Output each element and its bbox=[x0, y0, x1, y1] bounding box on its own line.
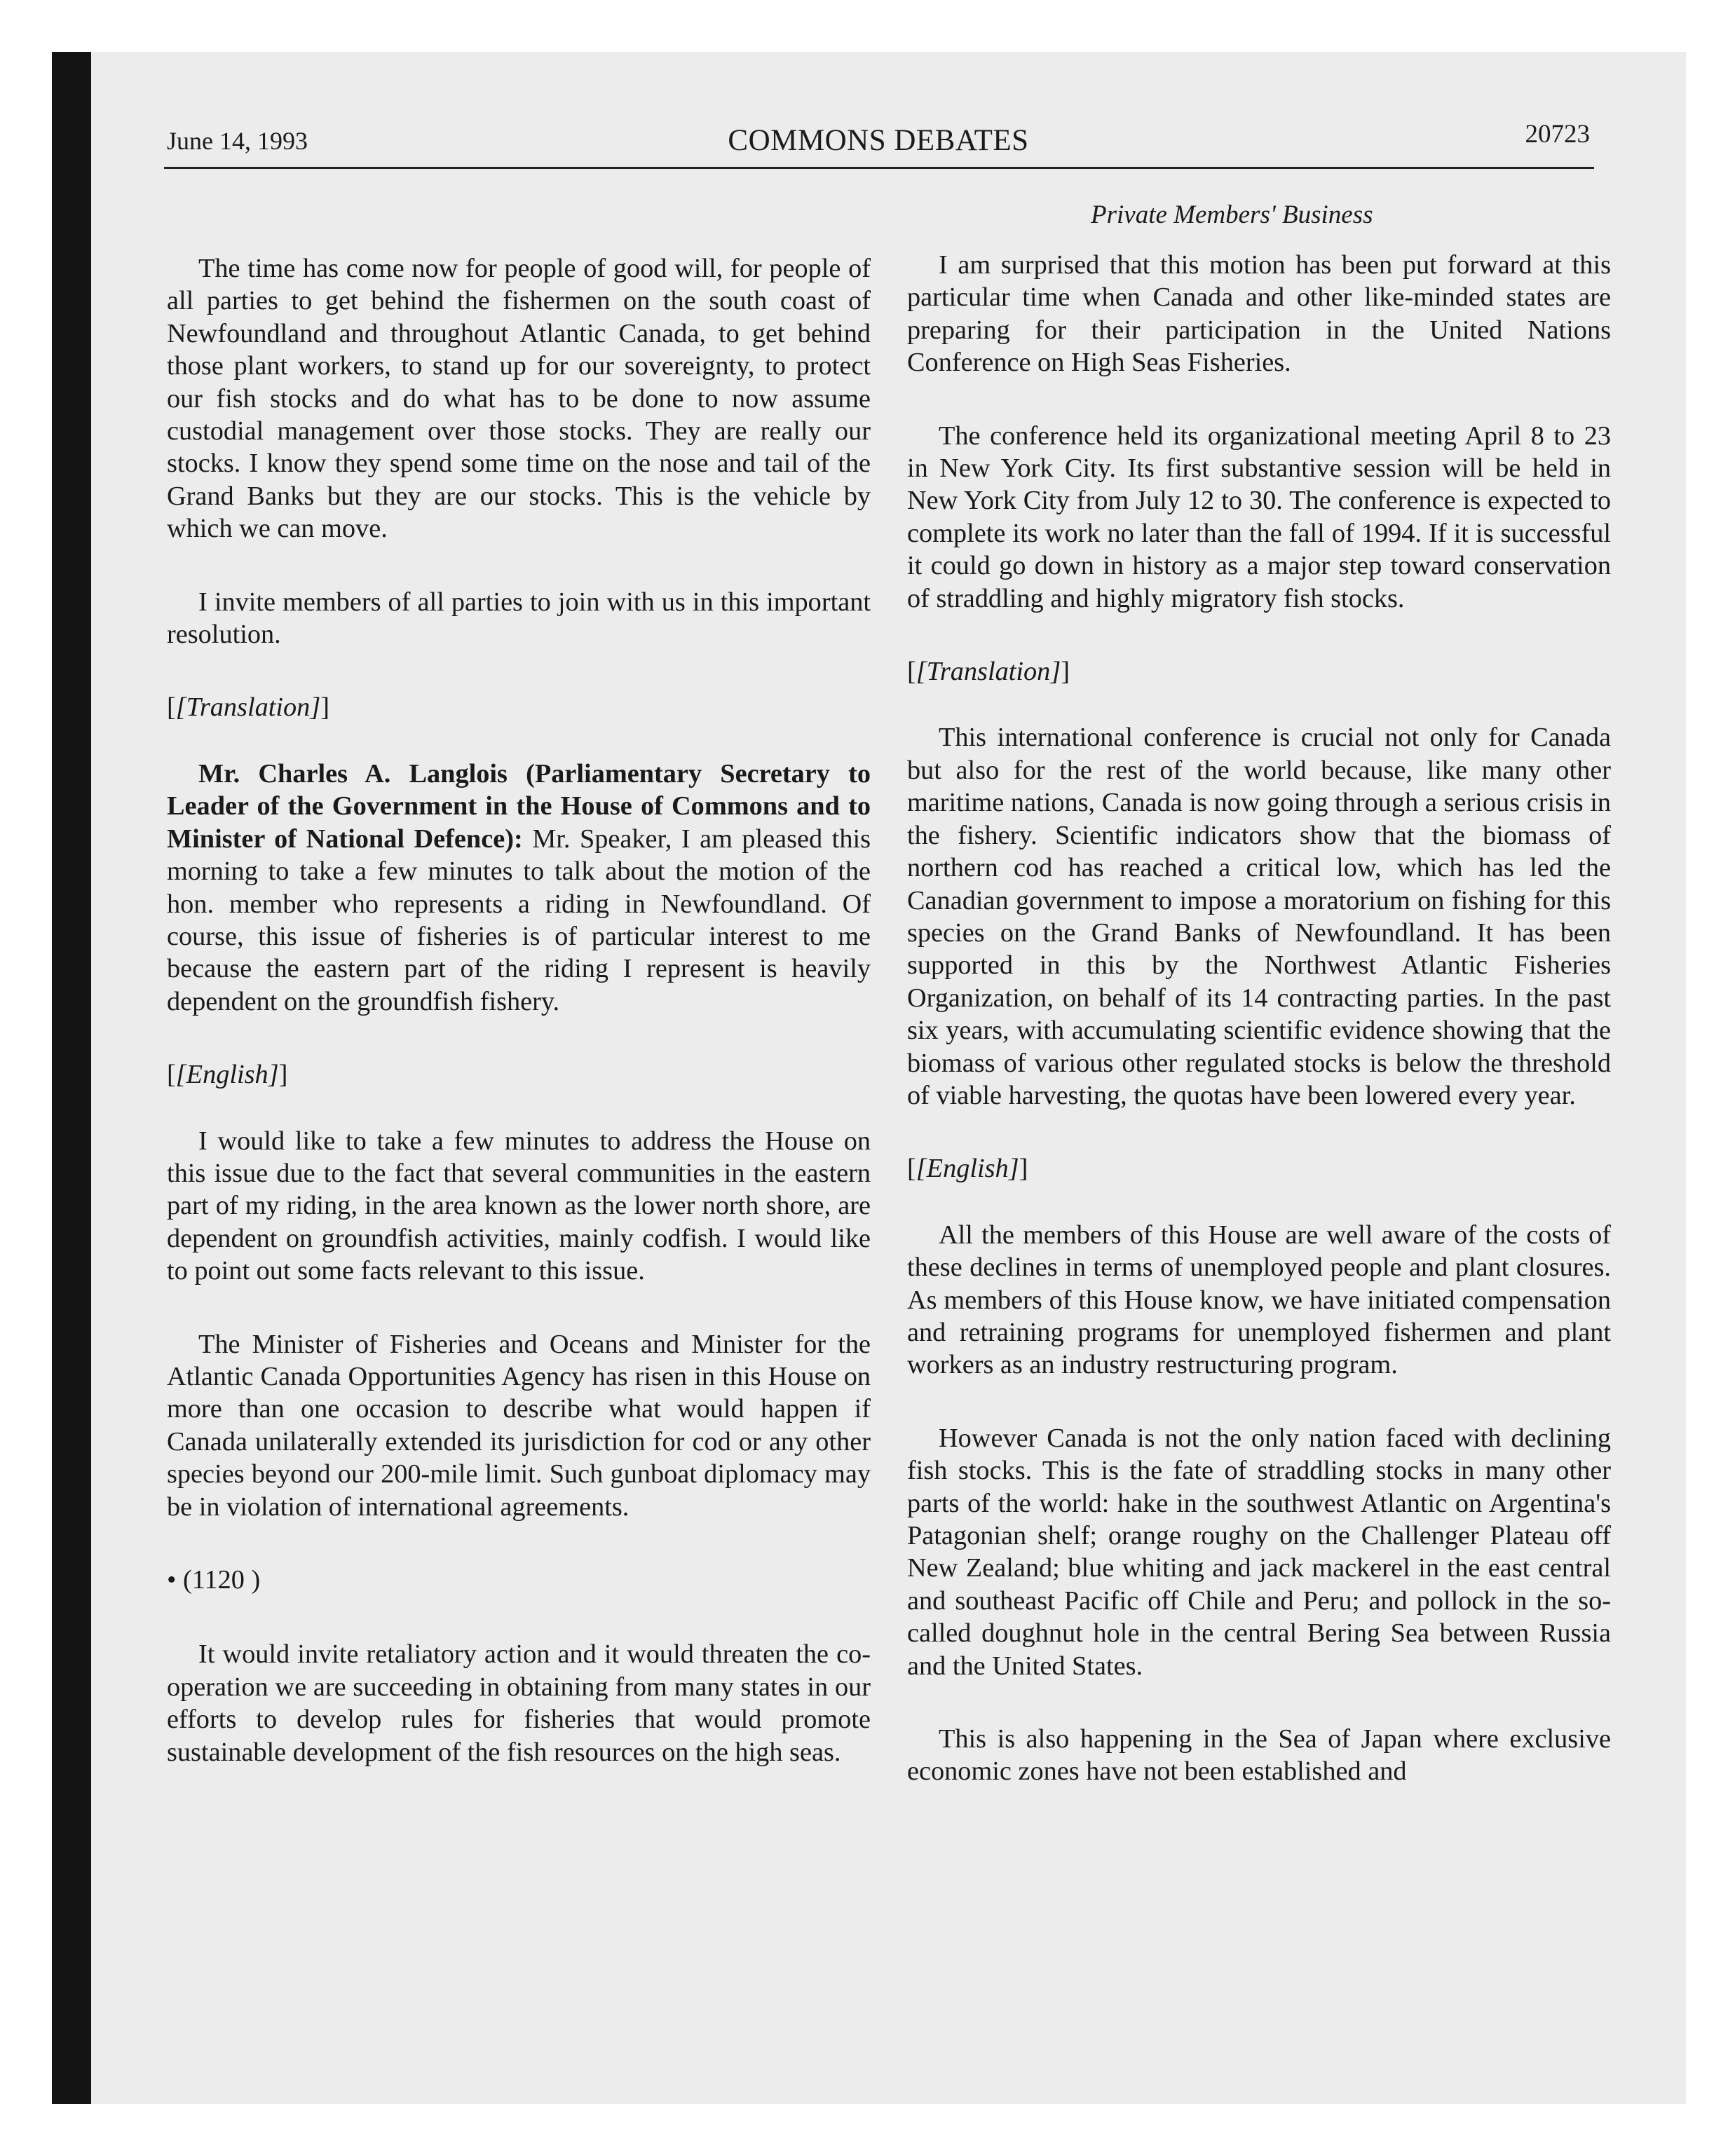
paragraph: It would invite retaliatory action and it would threaten the co-operation we are succeeding in obtaining from many states in our efforts to develop rules for fisheries that would promote sustainable development of the fish resources on the high seas. bbox=[167, 1639, 871, 1767]
scan-edge bbox=[52, 52, 91, 2104]
paragraph: I would like to take a few minutes to address the House on this issue due to the fact that several communities in the eastern part of my riding, in the area known as the lower north shore, are dependent on groundfish activities, mainly codfish. I would like to point out some facts relevant to this issue. bbox=[167, 1126, 871, 1286]
header-page-number: 20723 bbox=[1525, 120, 1590, 149]
paragraph: I am surprised that this motion has been put forward at this particular time when Canada and other like-minded states are preparing for their participation in the United Nations Conference on High Seas Fisheries. bbox=[907, 250, 1611, 378]
page-header bbox=[167, 119, 1590, 168]
time-marker: • (1120 ) bbox=[167, 1565, 261, 1595]
paragraph: The conference held its organizational meeting April 8 to 23 in New York City. Its first substantive session will be held in New York City from July 12 to 30. The conference is expected to complete its work no later than the fall of 1994. If it is successful it could go down in history as a major step toward conservation of straddling and highly migratory fish stocks. bbox=[907, 421, 1611, 613]
language-tag: [[Translation]] bbox=[907, 657, 1070, 687]
language-tag-text: [Translation] bbox=[916, 657, 1061, 687]
speech-text: Mr. Speaker, I am pleased this morning to take a few minutes to talk about the motion of the hon. member who represents a riding in Newfoundland. Of course, this issue of fisheries is of particular interest to me because the eastern part of the riding I represent is heavily dependent on the groundfish fishery. bbox=[167, 824, 871, 1016]
paragraph: All the members of this House are well aware of the costs of these declines in terms of unemployed people and plant closures. As members of this House know, we have initiated compensation and retraining programs for unemployed fishermen and plant workers as an industry restructuring program. bbox=[907, 1220, 1611, 1380]
language-tag: [[Translation]] bbox=[167, 692, 329, 723]
language-tag-text: [English] bbox=[175, 1060, 279, 1090]
language-tag: [[English]] bbox=[907, 1154, 1028, 1184]
header-publication: COMMONS DEBATES bbox=[728, 124, 1029, 157]
paragraph: This international conference is crucial not only for Canada but also for the rest of the world because, like many other maritime nations, Canada is now going through a serious crisis in the fishery. Scientific indicators show that the biomass of northern cod has reached a critical low, which has led the Canadian government to impose a moratorium on fishing for this species on the Grand Banks of Newfoundland. It has been supported in this by the Northwest Atlantic Fisheries Organization, on behalf of its 14 contracting parties. In the past six years, with accumulating scientific evidence showing that the biomass of various other regulated stocks is below the threshold of viable harvesting, the quotas have been lowered every year. bbox=[907, 723, 1611, 1110]
left-column bbox=[167, 252, 871, 1809]
section-heading: Private Members' Business bbox=[1091, 200, 1373, 229]
speaker-paragraph bbox=[167, 758, 871, 1018]
paragraph: However Canada is not the only nation faced with declining fish stocks. This is the fate of straddling stocks in many other parts of the world: hake in the southwest Atlantic on Argentina's Patagonian shelf; orange roughy on the Challenger Plateau off New Zealand; blue whiting and jack mackerel in the east central and southeast Pacific off Chile and Peru; and pollock in the so-called doughnut hole in the central Bering Sea between Russia and the United States. bbox=[907, 1423, 1611, 1681]
paragraph: This is also happening in the Sea of Japan where exclusive economic zones have not been established and bbox=[907, 1724, 1611, 1787]
paragraph: The time has come now for people of good will, for people of all parties to get behind the fishermen on the south coast of Newfoundland and throughout Atlantic Canada, to get behind those plant workers, to stand up for our sovereignty, to protect our fish stocks and do what has to be done to now assume custodial management over those stocks. They are really our stocks. I know they spend some time on the nose and tail of the Grand Banks but they are our stocks. This is the vehicle by which we can move. bbox=[167, 254, 871, 544]
header-rule bbox=[164, 167, 1594, 169]
header-date: June 14, 1993 bbox=[167, 127, 308, 155]
language-tag-text: [English] bbox=[916, 1154, 1019, 1184]
language-tag-text: [Translation] bbox=[175, 692, 321, 723]
language-tag: [[English]] bbox=[167, 1060, 288, 1090]
paragraph: The Minister of Fisheries and Oceans and Minister for the Atlantic Canada Opportunities Agency has risen in this House on more than one occasion to describe what would happen if Canada unilaterally extended its jurisdiction for cod or any other species beyond our 200-mile limit. Such gunboat diplomacy may be in violation of international agreements. bbox=[167, 1329, 871, 1522]
paragraph: I invite members of all parties to join with us in this important resolution. bbox=[167, 587, 871, 650]
speaker-name: Mr. Charles A. Langlois (Parliamentary Secretary to Leader of the Government in the House of Commons and to Minister of National Defence): bbox=[167, 758, 871, 854]
right-column bbox=[907, 249, 1611, 1829]
